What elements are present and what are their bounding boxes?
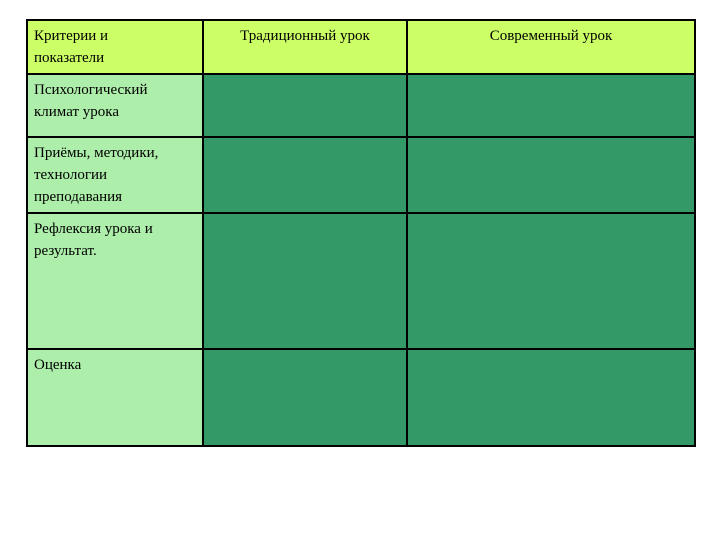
header-criteria-label: Критерии и показатели [34, 28, 109, 66]
table-row [27, 349, 695, 446]
modern-cell [407, 213, 695, 349]
header-traditional-cell [203, 20, 407, 74]
criterion-label: Рефлексия урока и результат. [34, 221, 153, 259]
header-row [27, 20, 695, 74]
modern-cell [407, 349, 695, 446]
header-modern-label: Современный урок [489, 28, 613, 44]
criterion-cell [27, 137, 203, 213]
header-criteria-cell [27, 20, 203, 74]
table-row [27, 213, 695, 349]
header-modern-cell [407, 20, 695, 74]
table-row [27, 137, 695, 213]
criterion-cell [27, 74, 203, 137]
traditional-cell [203, 213, 407, 349]
criterion-label: Психологический климат урока [34, 82, 148, 120]
modern-cell [407, 74, 695, 137]
criterion-label: Оценка [34, 357, 82, 373]
table-row [27, 74, 695, 137]
traditional-cell [203, 137, 407, 213]
criterion-cell [27, 213, 203, 349]
modern-cell [407, 137, 695, 213]
criterion-label: Приёмы, методики, технологии преподавания [34, 145, 159, 205]
traditional-cell [203, 349, 407, 446]
criterion-cell [27, 349, 203, 446]
header-traditional-label: Традиционный урок [240, 28, 370, 44]
traditional-cell [203, 74, 407, 137]
comparison-table [26, 19, 696, 447]
